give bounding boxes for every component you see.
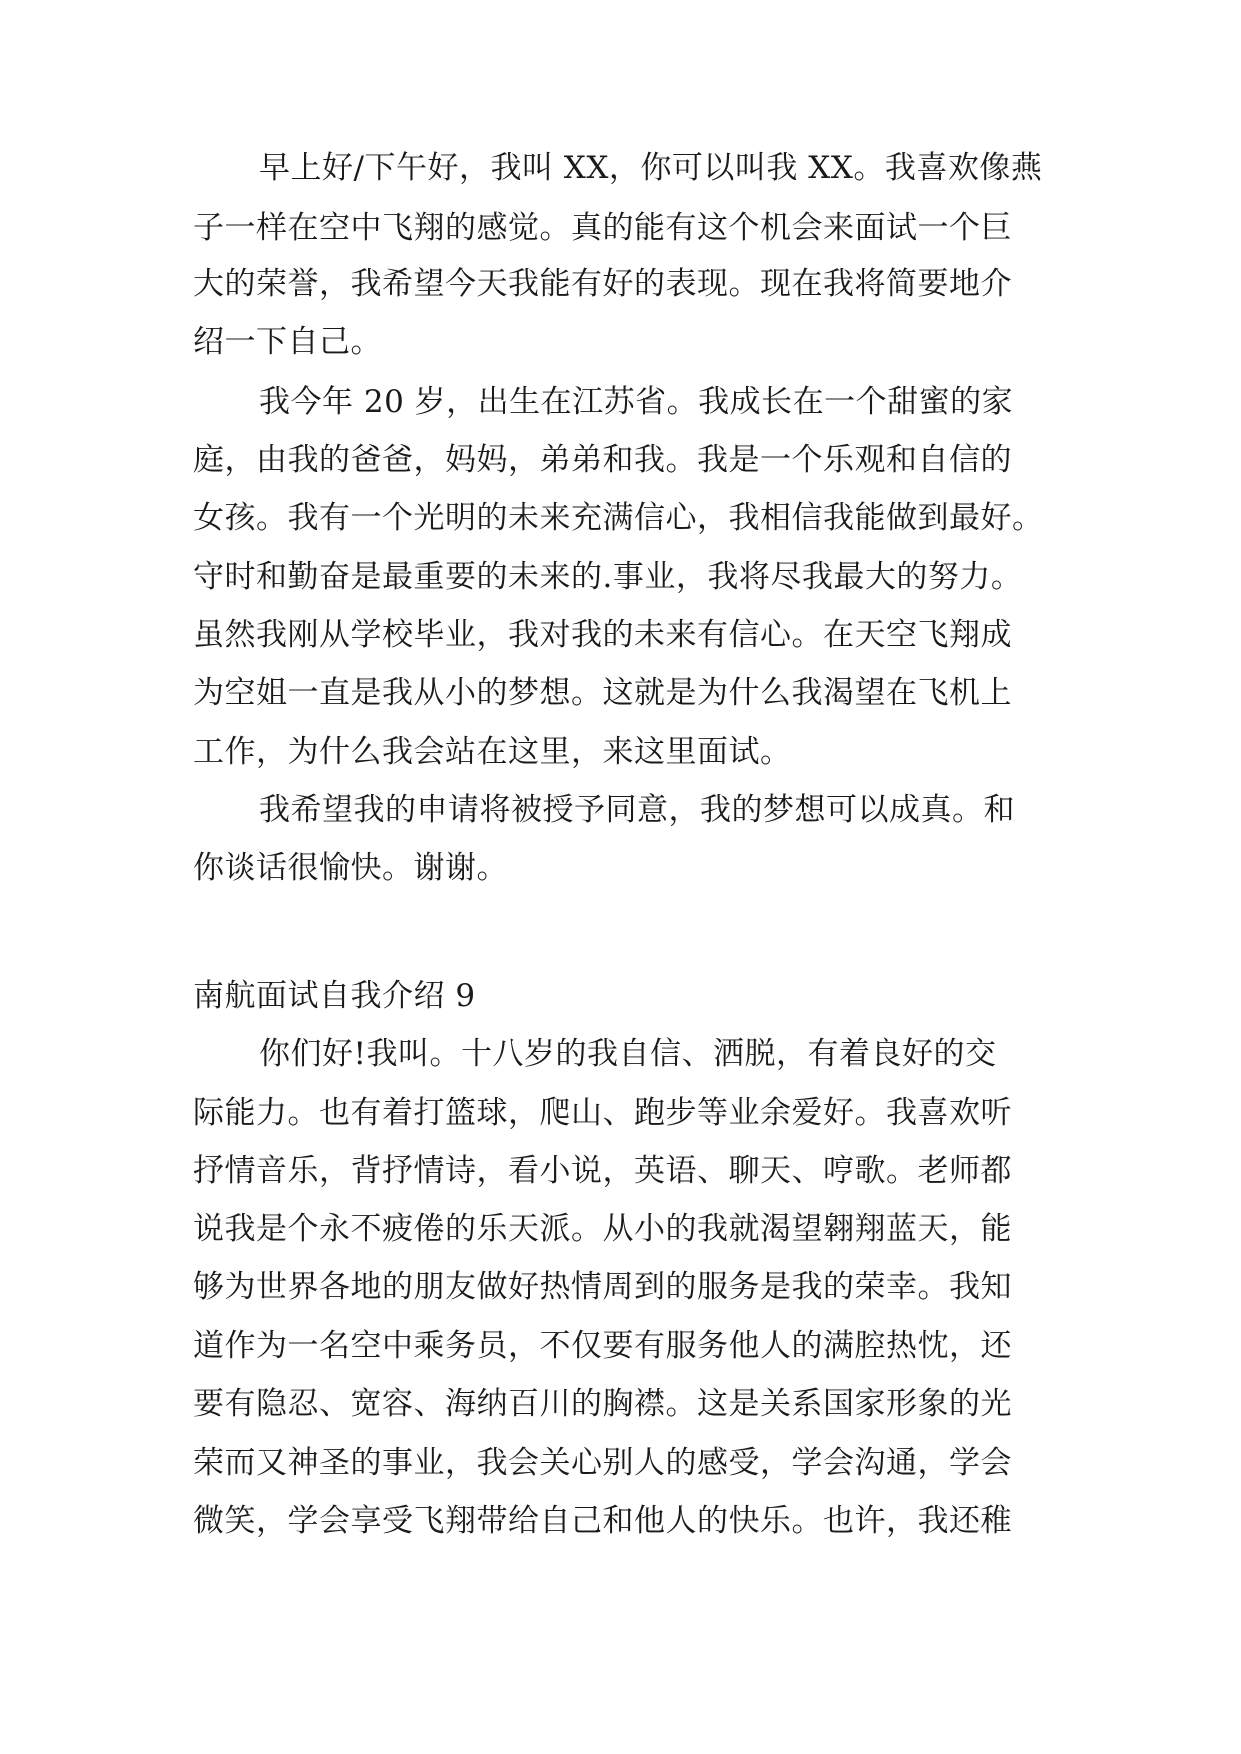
paragraph-line: 够为世界各地的朋友做好热情周到的服务是我的荣幸。我知 bbox=[193, 1269, 1012, 1305]
paragraph-line: 工作，为什么我会站在这里，来这里面试。 bbox=[193, 734, 792, 770]
paragraph-line: 我希望我的申请将被授予同意，我的梦想可以成真。和 bbox=[259, 792, 1015, 828]
paragraph-line: 我今年 20 岁，出生在江苏省。我成长在一个甜蜜的家 bbox=[259, 384, 1014, 420]
paragraph-line: 女孩。我有一个光明的未来充满信心，我相信我能做到最好。 bbox=[193, 500, 1044, 536]
paragraph-line: 子一样在空中飞翔的感觉。真的能有这个机会来面试一个巨 bbox=[193, 210, 1012, 246]
paragraph-line: 早上好/下午好，我叫 XX，你可以叫我 XX。我喜欢像燕 bbox=[259, 150, 1043, 186]
paragraph-line: 荣而又神圣的事业，我会关心别人的感受，学会沟通，学会 bbox=[193, 1445, 1012, 1481]
section-heading: 南航面试自我介绍 9 bbox=[193, 978, 476, 1014]
paragraph-line: 说我是个永不疲倦的乐天派。从小的我就渴望翱翔蓝天，能 bbox=[193, 1211, 1012, 1247]
paragraph-line: 庭，由我的爸爸，妈妈，弟弟和我。我是一个乐观和自信的 bbox=[193, 442, 1012, 478]
paragraph-line: 绍一下自己。 bbox=[193, 324, 382, 360]
paragraph-line: 道作为一名空中乘务员，不仅要有服务他人的满腔热忱，还 bbox=[193, 1328, 1012, 1364]
paragraph-line: 虽然我刚从学校毕业，我对我的未来有信心。在天空飞翔成 bbox=[193, 617, 1012, 653]
paragraph-line: 微笑，学会享受飞翔带给自己和他人的快乐。也许，我还稚 bbox=[193, 1503, 1012, 1539]
paragraph-line: 你们好!我叫。十八岁的我自信、洒脱，有着良好的交 bbox=[259, 1036, 997, 1072]
paragraph-line: 为空姐一直是我从小的梦想。这就是为什么我渴望在飞机上 bbox=[193, 675, 1012, 711]
paragraph-line: 大的荣誉，我希望今天我能有好的表现。现在我将简要地介 bbox=[193, 266, 1012, 302]
paragraph-line: 抒情音乐，背抒情诗，看小说，英语、聊天、哼歌。老师都 bbox=[193, 1153, 1012, 1189]
paragraph-line: 你谈话很愉快。谢谢。 bbox=[193, 850, 508, 886]
paragraph-line: 守时和勤奋是最重要的未来的.事业，我将尽我最大的努力。 bbox=[193, 559, 1023, 595]
paragraph-line: 要有隐忍、宽容、海纳百川的胸襟。这是关系国家形象的光 bbox=[193, 1386, 1012, 1422]
paragraph-line: 际能力。也有着打篮球，爬山、跑步等业余爱好。我喜欢听 bbox=[193, 1095, 1012, 1131]
